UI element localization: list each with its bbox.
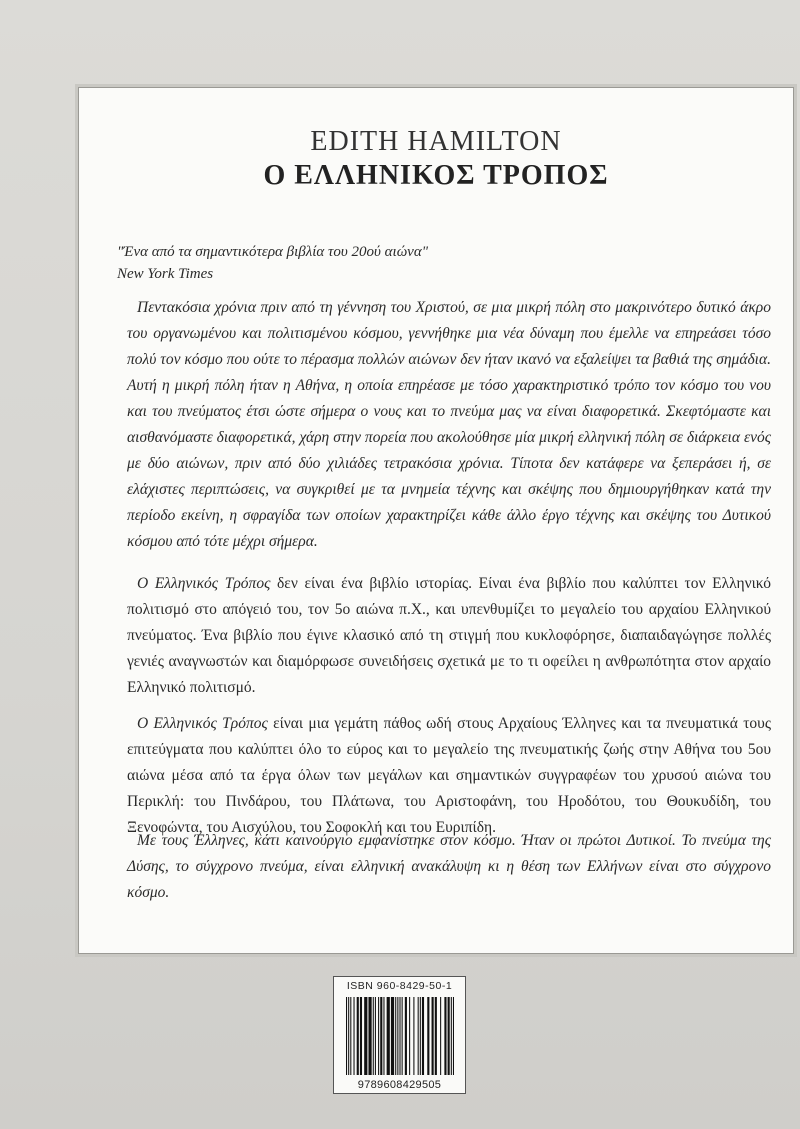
- paragraph-closing: Με τους Έλληνες, κάτι καινούργιο εμφανίστηκε στον κόσμο. Ήταν οι πρώτοι Δυτικοί. Το πνεύμα της Δύσης, το σύγχρονο πνεύμα, είναι ελληνική ανακάλυψη κι η θέση των Ελλήνων είναι στο σύγχρονο κόσμο.: [127, 832, 771, 901]
- barcode-bar: [383, 997, 384, 1075]
- press-quote: [117, 241, 428, 285]
- barcode-bar: [353, 997, 354, 1075]
- barcode-bar: [427, 997, 429, 1075]
- barcode-bar: [380, 997, 382, 1075]
- barcode-bar: [440, 997, 441, 1075]
- barcode-bar: [364, 997, 367, 1075]
- paragraph-intro: Πεντακόσια χρόνια πριν από τη γέννηση του Χριστού, σε μια μικρή πόλη στο μακρινότερο δυτικό άκρο του οργανωμένου και πολιτισμένου κόσμου, γεννήθηκε μια νέα δύναμη που έμελλε να επηρεάσει τόσο πολύ τον κόσμο που ούτε το πέρασμα πολλών αιώνων δεν ήταν ικανό να εξαλείψει τα βαθιά της σημάδια. Αυτή η μικρή πόλη ήταν η Αθήνα, η οποία επηρέασε με τόσο χαρακτηριστικό τρόπο τον κόσμο του νου και του πνεύματος έτσι ώστε σήμερα ο νους και το πνεύμα μας να είναι διαφορετικά. Σκεφτόμαστε και αισθανόμαστε διαφορετικά, χάρη στην πορεία που ακολούθησε μία μικρή ελληνική πόλη σε διάρκεια ενός με δύο αιώνων, πριν από δύο χιλιάδες τετρακόσια χρόνια. Τίποτα δεν κατάφερε να ξεπεράσει ή, σε ελάχιστες περιπτώσεις, να συγκριθεί με τα μνημεία τέχνης και σκέψης που δημιουργήθηκαν κατά την περίοδο εκείνη, η σφραγίδα των οποίων χαρακτηρίζει κάθε άλλο έργο τέχνης και σκέψης του Δυτικού κόσμου από τότε μέχρι σήμερα.: [127, 299, 771, 550]
- barcode-bar: [453, 997, 454, 1075]
- barcode-bar: [418, 997, 419, 1075]
- barcode-bar: [420, 997, 421, 1075]
- barcode-bar: [432, 997, 434, 1075]
- barcode-bar: [451, 997, 452, 1075]
- author-name: EDITH HAMILTON: [310, 126, 562, 157]
- text-panel: [78, 87, 794, 954]
- barcode-bar: [360, 997, 362, 1075]
- barcode-bar: [375, 997, 376, 1075]
- barcode-bar: [422, 997, 424, 1075]
- barcode-bars: [344, 997, 456, 1075]
- paragraph-ode: [127, 711, 771, 841]
- barcode-bar: [395, 997, 396, 1075]
- barcode-bar: [405, 997, 407, 1075]
- barcode-bar: [402, 997, 403, 1075]
- barcode-bar: [399, 997, 400, 1075]
- barcode-bar: [448, 997, 450, 1075]
- paragraph-description-text: δεν είναι ένα βιβλίο ιστορίας. Είναι ένα βιβλίο που καλύπτει τον Ελληνικό πολιτισμό στο απόγειό του, τον 5ο αιώνα π.Χ., και υπενθυμίζει το μεγαλείο του αρχαίου Ελληνικού πνεύματος. Ένα βιβλίο που έγινε κλασικό από τη στιγμή που κυκλοφόρησε, διαπαιδαγώγησε πολλές γενιές αναγνωστών και διαμόρφωσε συνειδήσεις σχετικά με το τι οφείλει η ανθρωπότητα στον αρχαίο Ελληνικό πολιτισμό.: [127, 575, 771, 696]
- barcode-bar: [444, 997, 446, 1075]
- barcode-bar: [348, 997, 349, 1075]
- book-title: Ο ΕΛΛΗΝΙΚΟΣ ΤΡΟΠΟΣ: [263, 160, 609, 191]
- barcode-bar: [378, 997, 379, 1075]
- ean-number: 9789608429505: [357, 1079, 442, 1091]
- book-title-inline: Ο Ελληνικός Τρόπος: [137, 575, 271, 592]
- paragraph-description: [127, 571, 771, 701]
- barcode-bar: [397, 997, 398, 1075]
- quote-source: New York Times: [117, 266, 214, 282]
- barcode-bar: [409, 997, 410, 1075]
- barcode-bar: [435, 997, 437, 1075]
- barcode-bar: [368, 997, 371, 1075]
- barcode-bar: [387, 997, 390, 1075]
- barcode-label: [333, 976, 466, 1094]
- book-title-inline: Ο Ελληνικός Τρόπος: [137, 715, 268, 732]
- barcode-bar: [346, 997, 347, 1075]
- barcode-bar: [350, 997, 351, 1075]
- barcode-bar: [413, 997, 414, 1075]
- isbn-label: ISBN 960-8429-50-1: [346, 980, 453, 992]
- paragraph-ode-text: είναι μια γεμάτη πάθος ωδή στους Αρχαίους Έλληνες και τα πνευματικά τους επιτεύγματα που καλύπτει όλο το εύρος και το μεγαλείο της πνευματικής ζωής στην Αθήνα του 5ου αιώνα μέσα από τα έργα όλων των μεγάλων και σημαντικών συγγραφέων του χρυσού αιώνα του Περικλή: του Πινδάρου, του Πλάτωνα, του Αριστοφάνη, του Ηροδότου, του Θουκυδίδη, του Ξενοφώντα, του Αισχύλου, του Σοφοκλή και του Ευριπίδη.: [127, 715, 771, 836]
- barcode-bar: [391, 997, 394, 1075]
- quote-text: "Ένα από τα σημαντικότερα βιβλία του 20ού αιώνα": [117, 244, 429, 260]
- barcode-bar: [357, 997, 359, 1075]
- barcode-bar: [373, 997, 374, 1075]
